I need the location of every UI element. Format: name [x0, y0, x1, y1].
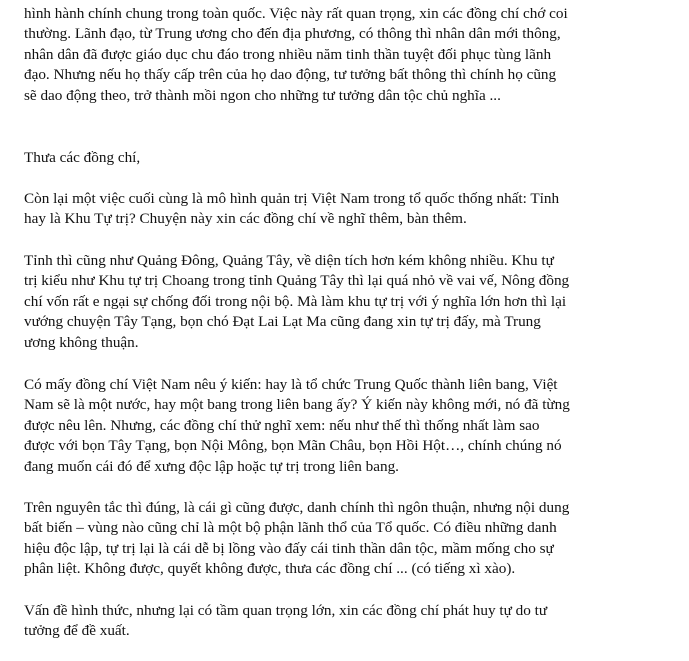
text-line: sẽ dao động theo, trở thành mồi ngon cho những tư tưởng dân tộc chủ nghĩa ... — [24, 86, 501, 104]
paragraph-5 — [24, 375, 676, 477]
text-line: được với bọn Tây Tạng, bọn Nội Mông, bọn Mãn Châu, bọn Hồi Hột…, chính chúng nó — [24, 437, 562, 455]
text-line: được nêu lên. Nhưng, các đồng chí thử nghĩ xem: nếu như thế thì thống nhất làm sao — [24, 416, 540, 434]
paragraph-4 — [24, 251, 676, 353]
text-line: thường. Lãnh đạo, từ Trung ương cho đến địa phương, có thông thì nhân dân mới thông, — [24, 25, 561, 43]
text-line: Tỉnh thì cũng như Quảng Đông, Quảng Tây, về diện tích hơn kém không nhiều. Khu tự — [24, 252, 554, 269]
text-line: đang muốn cái đó để xưng độc lập hoặc tự trị trong liên bang. — [24, 457, 399, 475]
text-line: ương không thuận. — [24, 333, 139, 351]
paragraph-7 — [24, 601, 676, 642]
text-line: Có mấy đồng chí Việt Nam nêu ý kiến: hay là tổ chức Trung Quốc thành liên bang, Việt — [24, 376, 558, 393]
paragraph-1 — [24, 4, 676, 106]
text-line: trị kiểu như Khu tự trị Choang trong tỉnh Quảng Tây thì lại quá nhỏ về vai vế, Nông đồng — [24, 272, 570, 290]
text-line: nhân dân đã được giáo dục chu đáo trong nhiều năm tinh thần tuyệt đối phục tùng lãnh — [24, 45, 552, 63]
text-line: Nam sẽ là một nước, hay một bang trong liên bang ấy? Ý kiến này không mới, nó đã từng — [24, 396, 570, 414]
text-line: Còn lại một việc cuối cùng là mô hình quản trị Việt Nam trong tổ quốc thống nhất: Tỉnh — [24, 190, 560, 207]
paragraph-3 — [24, 189, 676, 230]
text-line: bất biến – vùng nào cũng chỉ là một bộ phận lãnh thổ của Tổ quốc. Có điều những danh — [24, 519, 557, 537]
text-line: Trên nguyên tắc thì đúng, là cái gì cũng được, danh chính thì ngôn thuận, nhưng nội dung — [24, 499, 570, 516]
paragraph-6 — [24, 498, 676, 580]
text-line: Thưa các đồng chí, — [24, 149, 141, 166]
text-line: hay là Khu Tự trị? Chuyện này xin các đồng chí về nghĩ thêm, bàn thêm. — [24, 210, 467, 228]
text-line: hình hành chính chung trong toàn quốc. Việc này rất quan trọng, xin các đồng chí chớ coi — [24, 5, 568, 22]
text-line: chí vốn rất e ngại sự chống đối trong nội bộ. Mà làm khu tự trị với ý nghĩa lớn hơn thì lại — [24, 292, 567, 310]
text-line: vướng chuyện Tây Tạng, bọn chó Đạt Lai Lạt Ma cũng đang xin tự trị đấy, mà Trung — [24, 313, 541, 331]
text-line: phân liệt. Không được, quyết không được, thưa các đồng chí ... (có tiếng xì xào). — [24, 560, 516, 578]
paragraph-2 — [24, 148, 676, 168]
text-line: tưởng để đề xuất. — [24, 622, 130, 640]
text-line: hiệu độc lập, tự trị lại là cái dễ bị lồng vào đấy cái tinh thần dân tộc, mầm mống cho sự — [24, 539, 554, 557]
text-line: đạo. Nhưng nếu họ thấy cấp trên của họ dao động, tư tưởng bất thông thì chính họ cũng — [24, 66, 557, 84]
text-line: Vấn đề hình thức, nhưng lại có tầm quan trọng lớn, xin các đồng chí phát huy tự do tư — [24, 602, 548, 619]
